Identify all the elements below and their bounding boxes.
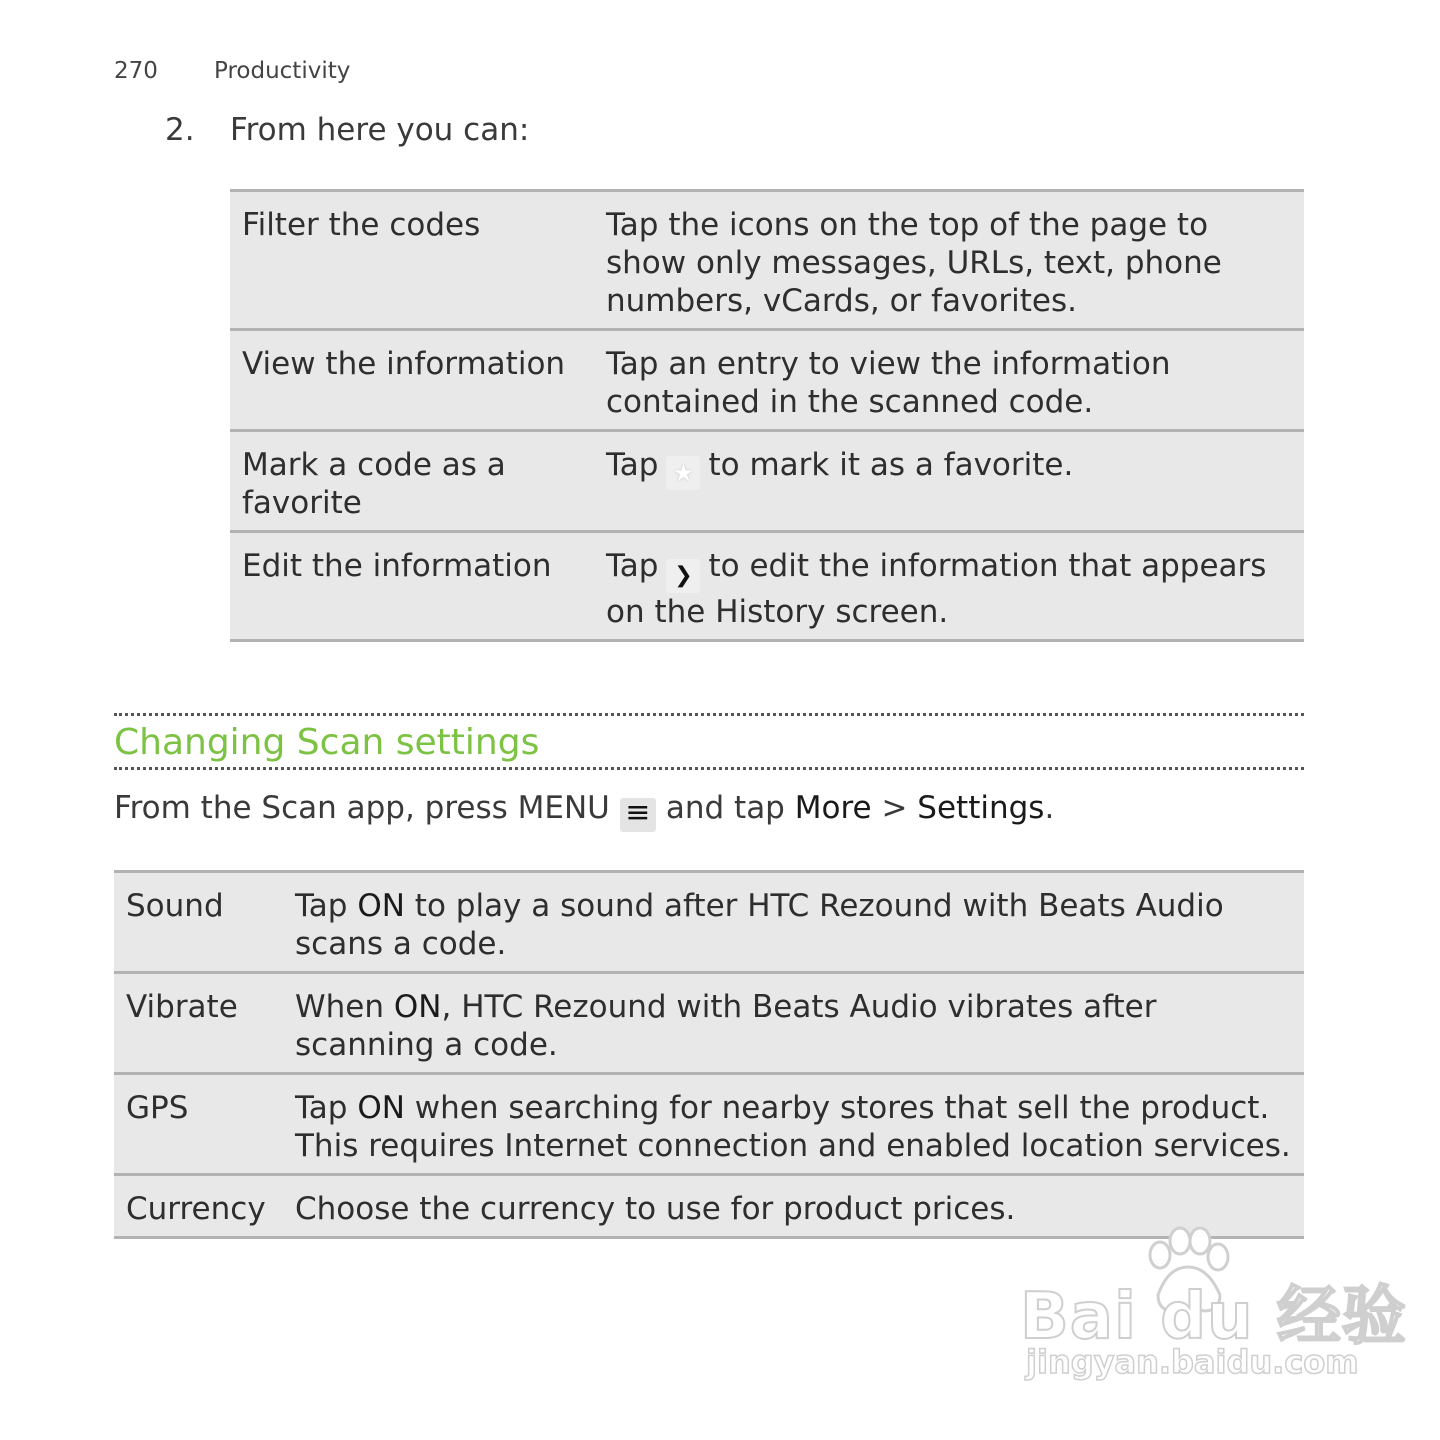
row-text: to play a sound after HTC Rezound with Beats Audio scans a code. bbox=[295, 888, 1224, 962]
page-number: 270 bbox=[114, 58, 158, 84]
row-text: to mark it as a favorite. bbox=[708, 447, 1074, 483]
codes-actions-table bbox=[230, 189, 1304, 642]
row-value bbox=[594, 532, 1304, 641]
row-value bbox=[594, 330, 1304, 431]
step-item bbox=[165, 112, 529, 148]
row-value bbox=[594, 191, 1304, 330]
table-row bbox=[114, 973, 1304, 1074]
row-text: Tap bbox=[295, 888, 348, 924]
row-text: Tap bbox=[295, 1090, 348, 1126]
setting-name: Currency bbox=[114, 1175, 283, 1238]
setting-description bbox=[283, 872, 1304, 973]
menu-icon: ≡ bbox=[620, 798, 656, 832]
table-row bbox=[230, 532, 1304, 641]
star-icon: ★ bbox=[666, 456, 700, 490]
settings-label: Settings bbox=[917, 790, 1045, 826]
more-label: More bbox=[794, 790, 872, 826]
table-row bbox=[114, 1074, 1304, 1175]
watermark-url: jingyan.baidu.com bbox=[1026, 1343, 1359, 1381]
setting-description bbox=[283, 973, 1304, 1074]
row-text: to edit the information that appears on the History screen. bbox=[606, 548, 1267, 630]
baidu-watermark bbox=[1020, 1225, 1407, 1390]
row-text: when searching for nearby stores that sell the product. This requires Internet connection and enabled location services. bbox=[295, 1090, 1291, 1164]
chevron-right-icon: ❯ bbox=[666, 559, 700, 593]
section-divider-bottom bbox=[114, 767, 1304, 770]
row-text: Tap the icons on the top of the page to show only messages, URLs, text, phone numbers, vCards, or favorites. bbox=[606, 207, 1222, 319]
row-text: , HTC Rezound with Beats Audio vibrates after scanning a code. bbox=[295, 989, 1157, 1063]
table-row bbox=[230, 330, 1304, 431]
row-text: Tap bbox=[606, 548, 659, 584]
step-text: From here you can: bbox=[230, 112, 530, 148]
on-label: ON bbox=[357, 888, 405, 924]
section-title: Changing Scan settings bbox=[114, 722, 540, 763]
row-text: Tap bbox=[606, 447, 659, 483]
setting-name: Vibrate bbox=[114, 973, 283, 1074]
intro-text: From the Scan app, press MENU bbox=[114, 790, 610, 826]
setting-description bbox=[283, 1074, 1304, 1175]
section-divider-top bbox=[114, 713, 1304, 716]
row-value bbox=[594, 431, 1304, 532]
row-text: Tap an entry to view the information contained in the scanned code. bbox=[606, 346, 1171, 420]
row-text: When bbox=[295, 989, 385, 1025]
table-row bbox=[230, 191, 1304, 330]
scan-settings-table bbox=[114, 870, 1304, 1239]
watermark-logo: Bai du 经验 bbox=[1020, 1280, 1407, 1354]
step-number: 2. bbox=[165, 112, 195, 148]
chapter-title: Productivity bbox=[214, 58, 351, 84]
table-row bbox=[114, 872, 1304, 973]
page-header bbox=[114, 58, 350, 84]
row-key: Edit the information bbox=[230, 532, 594, 641]
intro-text: . bbox=[1044, 790, 1055, 826]
setting-name: GPS bbox=[114, 1074, 283, 1175]
row-text: Choose the currency to use for product prices. bbox=[295, 1191, 1016, 1227]
table-row bbox=[230, 431, 1304, 532]
row-key: View the information bbox=[230, 330, 594, 431]
separator: > bbox=[881, 790, 908, 826]
setting-name: Sound bbox=[114, 872, 283, 973]
row-key: Mark a code as a favorite bbox=[230, 431, 594, 532]
on-label: ON bbox=[357, 1090, 405, 1126]
on-label: ON bbox=[393, 989, 442, 1025]
intro-paragraph bbox=[114, 790, 1054, 832]
row-key: Filter the codes bbox=[230, 191, 594, 330]
intro-text: and tap bbox=[665, 790, 785, 826]
